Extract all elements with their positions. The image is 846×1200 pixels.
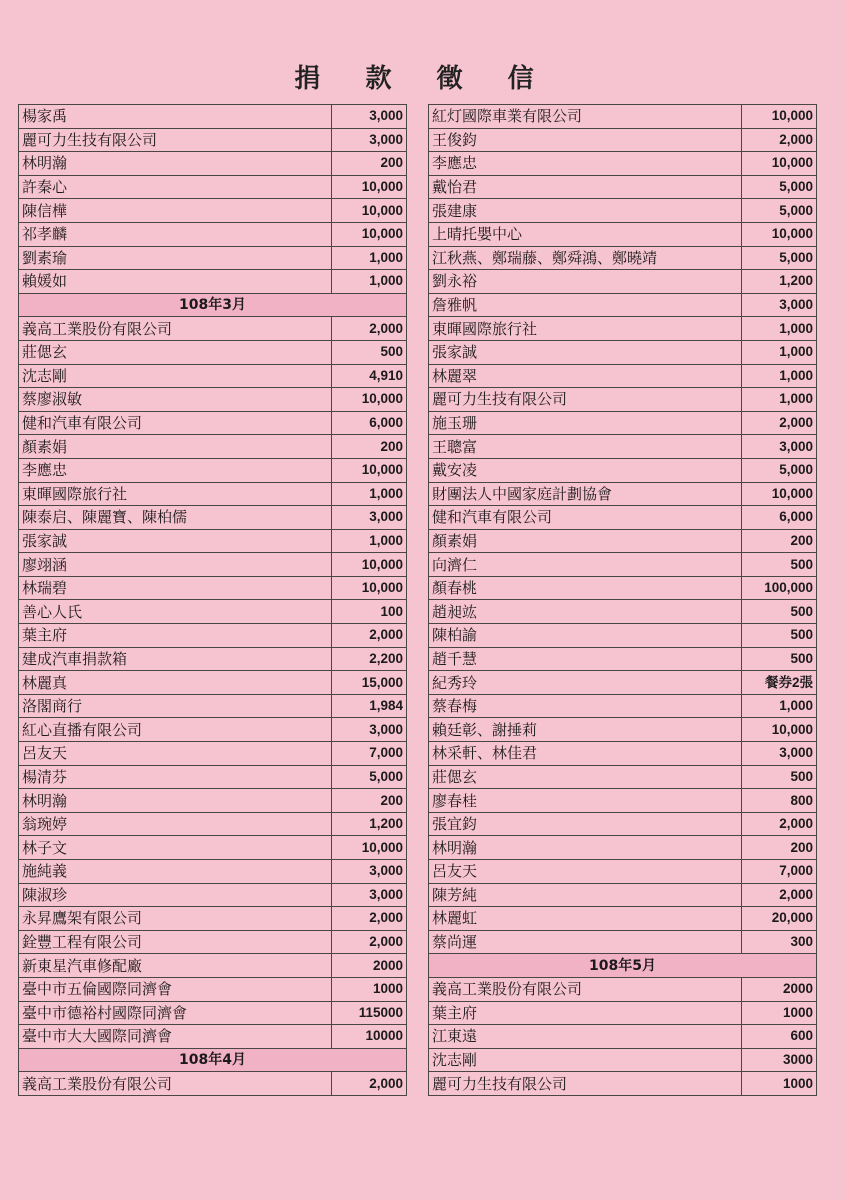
donation-amount: 7,000 bbox=[332, 742, 407, 766]
donor-name: 蔡春梅 bbox=[429, 694, 742, 718]
donation-amount: 2,000 bbox=[332, 317, 407, 341]
donor-name: 王聰富 bbox=[429, 435, 742, 459]
donation-amount: 5,000 bbox=[742, 199, 817, 223]
donation-row bbox=[429, 482, 817, 506]
donation-row bbox=[429, 1001, 817, 1025]
donor-name: 臺中市五倫國際同濟會 bbox=[19, 977, 332, 1001]
donation-row bbox=[19, 364, 407, 388]
donation-row bbox=[429, 222, 817, 246]
donation-amount: 5,000 bbox=[742, 246, 817, 270]
donation-row bbox=[19, 977, 407, 1001]
donation-row bbox=[429, 553, 817, 577]
donation-amount: 10,000 bbox=[742, 482, 817, 506]
donation-row bbox=[19, 222, 407, 246]
donation-amount: 3,000 bbox=[332, 883, 407, 907]
donor-name: 林子文 bbox=[19, 836, 332, 860]
donation-row bbox=[429, 529, 817, 553]
donation-row bbox=[19, 1072, 407, 1096]
donor-name: 戴安凌 bbox=[429, 458, 742, 482]
donor-name: 劉素瑜 bbox=[19, 246, 332, 270]
donation-amount: 10,000 bbox=[332, 836, 407, 860]
donation-row bbox=[429, 836, 817, 860]
donor-name: 李應忠 bbox=[19, 458, 332, 482]
donor-name: 臺中市德裕村國際同濟會 bbox=[19, 1001, 332, 1025]
donor-name: 東暉國際旅行社 bbox=[19, 482, 332, 506]
donation-amount: 200 bbox=[742, 836, 817, 860]
donation-row bbox=[19, 388, 407, 412]
donation-amount: 3,000 bbox=[332, 718, 407, 742]
donation-amount: 2,000 bbox=[742, 411, 817, 435]
donor-name: 蔡尚運 bbox=[429, 930, 742, 954]
donation-table-right bbox=[428, 104, 817, 1096]
donation-amount: 800 bbox=[742, 789, 817, 813]
donor-name: 林明瀚 bbox=[429, 836, 742, 860]
donation-row bbox=[19, 765, 407, 789]
donation-row bbox=[19, 105, 407, 129]
donor-name: 王俊鈞 bbox=[429, 128, 742, 152]
month-header-row bbox=[19, 1048, 407, 1072]
donor-name: 林瑞碧 bbox=[19, 576, 332, 600]
donation-row bbox=[19, 1001, 407, 1025]
donor-name: 洛閣商行 bbox=[19, 694, 332, 718]
donor-name: 義高工業股份有限公司 bbox=[19, 1072, 332, 1096]
donation-amount: 10,000 bbox=[742, 105, 817, 129]
donor-name: 劉永裕 bbox=[429, 270, 742, 294]
donation-row bbox=[429, 671, 817, 695]
donation-row bbox=[19, 718, 407, 742]
donation-row bbox=[429, 199, 817, 223]
donation-amount: 10,000 bbox=[742, 152, 817, 176]
donation-amount: 3,000 bbox=[742, 742, 817, 766]
donation-row bbox=[429, 128, 817, 152]
donor-name: 趙千慧 bbox=[429, 647, 742, 671]
donation-row bbox=[19, 647, 407, 671]
donation-amount: 2,000 bbox=[742, 128, 817, 152]
donation-row bbox=[429, 765, 817, 789]
donation-amount: 餐券2張 bbox=[742, 671, 817, 695]
donation-amount: 500 bbox=[742, 624, 817, 648]
donor-name: 林明瀚 bbox=[19, 152, 332, 176]
donor-name: 葉主府 bbox=[429, 1001, 742, 1025]
donation-amount: 2,000 bbox=[332, 624, 407, 648]
donation-amount: 5,000 bbox=[742, 175, 817, 199]
donation-amount: 3,000 bbox=[332, 506, 407, 530]
donation-row bbox=[429, 930, 817, 954]
donation-row bbox=[429, 152, 817, 176]
donor-name: 趙昶竑 bbox=[429, 600, 742, 624]
donation-row bbox=[429, 458, 817, 482]
donor-name: 江東遠 bbox=[429, 1025, 742, 1049]
donation-amount: 2,200 bbox=[332, 647, 407, 671]
donor-name: 林麗真 bbox=[19, 671, 332, 695]
donor-name: 顏素娟 bbox=[19, 435, 332, 459]
donation-row bbox=[429, 860, 817, 884]
donor-name: 健和汽車有限公司 bbox=[19, 411, 332, 435]
donation-row bbox=[429, 1048, 817, 1072]
donation-amount: 1,000 bbox=[742, 388, 817, 412]
donor-name: 廖春桂 bbox=[429, 789, 742, 813]
donation-row bbox=[19, 270, 407, 294]
donation-row bbox=[19, 175, 407, 199]
donation-amount: 10,000 bbox=[332, 388, 407, 412]
donation-row bbox=[429, 742, 817, 766]
donation-amount: 2,000 bbox=[742, 812, 817, 836]
donation-amount: 1,200 bbox=[332, 812, 407, 836]
donation-amount: 2,000 bbox=[332, 1072, 407, 1096]
donation-amount: 1000 bbox=[742, 1001, 817, 1025]
donation-row bbox=[429, 977, 817, 1001]
donor-name: 紅心直播有限公司 bbox=[19, 718, 332, 742]
donor-name: 楊清芬 bbox=[19, 765, 332, 789]
donation-amount: 3000 bbox=[742, 1048, 817, 1072]
donation-amount: 10,000 bbox=[332, 553, 407, 577]
donation-amount: 1,000 bbox=[332, 529, 407, 553]
donation-row bbox=[19, 812, 407, 836]
donation-amount: 3,000 bbox=[332, 105, 407, 129]
donor-name: 陳泰启、陳麗寶、陳柏儒 bbox=[19, 506, 332, 530]
donation-row bbox=[429, 388, 817, 412]
donation-amount: 500 bbox=[742, 647, 817, 671]
donation-row bbox=[429, 293, 817, 317]
donation-row bbox=[19, 199, 407, 223]
donor-name: 賴媛如 bbox=[19, 270, 332, 294]
donor-name: 李應忠 bbox=[429, 152, 742, 176]
donation-amount: 10,000 bbox=[332, 199, 407, 223]
donation-amount: 500 bbox=[742, 765, 817, 789]
donor-name: 林采軒、林佳君 bbox=[429, 742, 742, 766]
donor-name: 許秦心 bbox=[19, 175, 332, 199]
donation-row bbox=[429, 694, 817, 718]
donation-amount: 500 bbox=[742, 600, 817, 624]
donation-row bbox=[429, 907, 817, 931]
donation-amount: 200 bbox=[332, 435, 407, 459]
donor-name: 顏春桃 bbox=[429, 576, 742, 600]
donation-row bbox=[19, 506, 407, 530]
donation-row bbox=[19, 954, 407, 978]
donor-name: 張家誠 bbox=[19, 529, 332, 553]
donor-name: 臺中市大大國際同濟會 bbox=[19, 1025, 332, 1049]
donor-name: 沈志剛 bbox=[429, 1048, 742, 1072]
donation-row bbox=[19, 317, 407, 341]
donation-amount: 2,000 bbox=[742, 883, 817, 907]
donation-amount: 200 bbox=[332, 152, 407, 176]
donation-amount: 10,000 bbox=[332, 576, 407, 600]
donation-amount: 100,000 bbox=[742, 576, 817, 600]
donation-amount: 10,000 bbox=[332, 175, 407, 199]
donor-name: 沈志剛 bbox=[19, 364, 332, 388]
donation-amount: 6,000 bbox=[332, 411, 407, 435]
donation-row bbox=[19, 907, 407, 931]
donation-amount: 10,000 bbox=[742, 222, 817, 246]
donor-name: 呂友天 bbox=[19, 742, 332, 766]
donor-name: 紀秀玲 bbox=[429, 671, 742, 695]
month-header: 108年3月 bbox=[19, 293, 407, 317]
donor-name: 陳淑珍 bbox=[19, 883, 332, 907]
donation-row bbox=[19, 411, 407, 435]
donation-amount: 20,000 bbox=[742, 907, 817, 931]
donation-amount: 10,000 bbox=[742, 718, 817, 742]
donation-row bbox=[19, 836, 407, 860]
donor-name: 張建康 bbox=[429, 199, 742, 223]
donation-amount: 3,000 bbox=[742, 293, 817, 317]
donor-name: 新東星汽車修配廠 bbox=[19, 954, 332, 978]
donation-row bbox=[429, 647, 817, 671]
month-header: 108年5月 bbox=[429, 954, 817, 978]
donor-name: 葉主府 bbox=[19, 624, 332, 648]
donor-name: 施玉珊 bbox=[429, 411, 742, 435]
donor-name: 林明瀚 bbox=[19, 789, 332, 813]
donation-amount: 1,000 bbox=[742, 364, 817, 388]
donor-name: 上晴托嬰中心 bbox=[429, 222, 742, 246]
donation-amount: 1,000 bbox=[332, 246, 407, 270]
donation-row bbox=[19, 576, 407, 600]
donation-amount: 115000 bbox=[332, 1001, 407, 1025]
donation-row bbox=[19, 789, 407, 813]
donation-row bbox=[429, 435, 817, 459]
donation-row bbox=[19, 1025, 407, 1049]
donation-amount: 1,984 bbox=[332, 694, 407, 718]
donation-row bbox=[429, 340, 817, 364]
donor-name: 陳芳純 bbox=[429, 883, 742, 907]
donation-amount: 500 bbox=[742, 553, 817, 577]
donation-row bbox=[19, 860, 407, 884]
donation-row bbox=[429, 789, 817, 813]
donor-name: 永昇鷹架有限公司 bbox=[19, 907, 332, 931]
donation-amount: 2000 bbox=[742, 977, 817, 1001]
donation-row bbox=[429, 246, 817, 270]
donation-row bbox=[19, 600, 407, 624]
donor-name: 莊偲玄 bbox=[429, 765, 742, 789]
donation-amount: 4,910 bbox=[332, 364, 407, 388]
donor-name: 戴怡君 bbox=[429, 175, 742, 199]
month-header-row bbox=[429, 954, 817, 978]
donor-name: 顏素娟 bbox=[429, 529, 742, 553]
donation-row bbox=[19, 128, 407, 152]
donor-name: 翁琬婷 bbox=[19, 812, 332, 836]
donor-name: 麗可力生技有限公司 bbox=[19, 128, 332, 152]
donation-row bbox=[429, 718, 817, 742]
donation-amount: 7,000 bbox=[742, 860, 817, 884]
donation-row bbox=[19, 624, 407, 648]
donor-name: 廖翊涵 bbox=[19, 553, 332, 577]
donation-amount: 200 bbox=[332, 789, 407, 813]
donation-row bbox=[429, 600, 817, 624]
donor-name: 善心人氏 bbox=[19, 600, 332, 624]
donation-row bbox=[19, 671, 407, 695]
donor-name: 建成汽車捐款箱 bbox=[19, 647, 332, 671]
donation-amount: 1000 bbox=[332, 977, 407, 1001]
donation-row bbox=[19, 883, 407, 907]
donation-row bbox=[19, 246, 407, 270]
donation-row bbox=[429, 506, 817, 530]
page-title: 捐 款 徵 信 bbox=[294, 64, 552, 94]
donation-amount: 10,000 bbox=[332, 458, 407, 482]
donation-row bbox=[19, 152, 407, 176]
donation-row bbox=[429, 812, 817, 836]
donor-name: 張宜鈞 bbox=[429, 812, 742, 836]
donation-amount: 2000 bbox=[332, 954, 407, 978]
donation-amount: 1,000 bbox=[742, 694, 817, 718]
donation-row bbox=[429, 411, 817, 435]
donation-amount: 1,000 bbox=[742, 317, 817, 341]
donor-name: 紅灯國際車業有限公司 bbox=[429, 105, 742, 129]
donation-row bbox=[19, 482, 407, 506]
donation-amount: 3,000 bbox=[742, 435, 817, 459]
donation-row bbox=[19, 930, 407, 954]
donation-row bbox=[19, 694, 407, 718]
donation-amount: 200 bbox=[742, 529, 817, 553]
donation-row bbox=[429, 624, 817, 648]
donation-row bbox=[429, 317, 817, 341]
donation-row bbox=[19, 458, 407, 482]
donor-name: 陳信樺 bbox=[19, 199, 332, 223]
donor-name: 林麗虹 bbox=[429, 907, 742, 931]
donation-amount: 10000 bbox=[332, 1025, 407, 1049]
donation-row bbox=[429, 1072, 817, 1096]
donor-name: 健和汽車有限公司 bbox=[429, 506, 742, 530]
donor-name: 賴廷彰、謝捶莉 bbox=[429, 718, 742, 742]
donor-name: 江秋燕、鄭瑞藤、鄭舜鴻、鄭曉靖 bbox=[429, 246, 742, 270]
donation-amount: 10,000 bbox=[332, 222, 407, 246]
donation-row bbox=[19, 529, 407, 553]
donation-amount: 3,000 bbox=[332, 860, 407, 884]
donation-amount: 1,000 bbox=[332, 482, 407, 506]
donor-name: 楊家禹 bbox=[19, 105, 332, 129]
donation-row bbox=[19, 553, 407, 577]
donation-amount: 5,000 bbox=[742, 458, 817, 482]
donor-name: 施純義 bbox=[19, 860, 332, 884]
donation-row bbox=[429, 105, 817, 129]
donation-row bbox=[429, 576, 817, 600]
donation-amount: 1000 bbox=[742, 1072, 817, 1096]
donor-name: 義高工業股份有限公司 bbox=[429, 977, 742, 1001]
donor-name: 銓豐工程有限公司 bbox=[19, 930, 332, 954]
month-header-row bbox=[19, 293, 407, 317]
donor-name: 莊偲玄 bbox=[19, 340, 332, 364]
donor-name: 蔡廖淑敏 bbox=[19, 388, 332, 412]
donation-amount: 600 bbox=[742, 1025, 817, 1049]
donation-amount: 5,000 bbox=[332, 765, 407, 789]
donation-amount: 1,000 bbox=[332, 270, 407, 294]
donor-name: 財團法人中國家庭計劃協會 bbox=[429, 482, 742, 506]
donation-amount: 6,000 bbox=[742, 506, 817, 530]
donation-amount: 500 bbox=[332, 340, 407, 364]
donor-name: 向濟仁 bbox=[429, 553, 742, 577]
donor-name: 陳柏諭 bbox=[429, 624, 742, 648]
donor-name: 林麗翠 bbox=[429, 364, 742, 388]
donation-amount: 100 bbox=[332, 600, 407, 624]
donation-amount: 1,000 bbox=[742, 340, 817, 364]
donation-row bbox=[429, 270, 817, 294]
donation-amount: 1,200 bbox=[742, 270, 817, 294]
donation-row bbox=[429, 883, 817, 907]
donation-row bbox=[19, 340, 407, 364]
donation-amount: 15,000 bbox=[332, 671, 407, 695]
donor-name: 麗可力生技有限公司 bbox=[429, 1072, 742, 1096]
donor-name: 呂友天 bbox=[429, 860, 742, 884]
donation-row bbox=[19, 435, 407, 459]
donation-row bbox=[429, 364, 817, 388]
donation-row bbox=[19, 742, 407, 766]
donor-name: 詹雅帆 bbox=[429, 293, 742, 317]
donation-row bbox=[429, 175, 817, 199]
donation-table-left bbox=[18, 104, 407, 1096]
donor-name: 祁孝麟 bbox=[19, 222, 332, 246]
donation-amount: 2,000 bbox=[332, 907, 407, 931]
donation-amount: 3,000 bbox=[332, 128, 407, 152]
donor-name: 張家誠 bbox=[429, 340, 742, 364]
donation-amount: 300 bbox=[742, 930, 817, 954]
donor-name: 麗可力生技有限公司 bbox=[429, 388, 742, 412]
donation-amount: 2,000 bbox=[332, 930, 407, 954]
donor-name: 義高工業股份有限公司 bbox=[19, 317, 332, 341]
donation-row bbox=[429, 1025, 817, 1049]
donor-name: 東暉國際旅行社 bbox=[429, 317, 742, 341]
month-header: 108年4月 bbox=[19, 1048, 407, 1072]
